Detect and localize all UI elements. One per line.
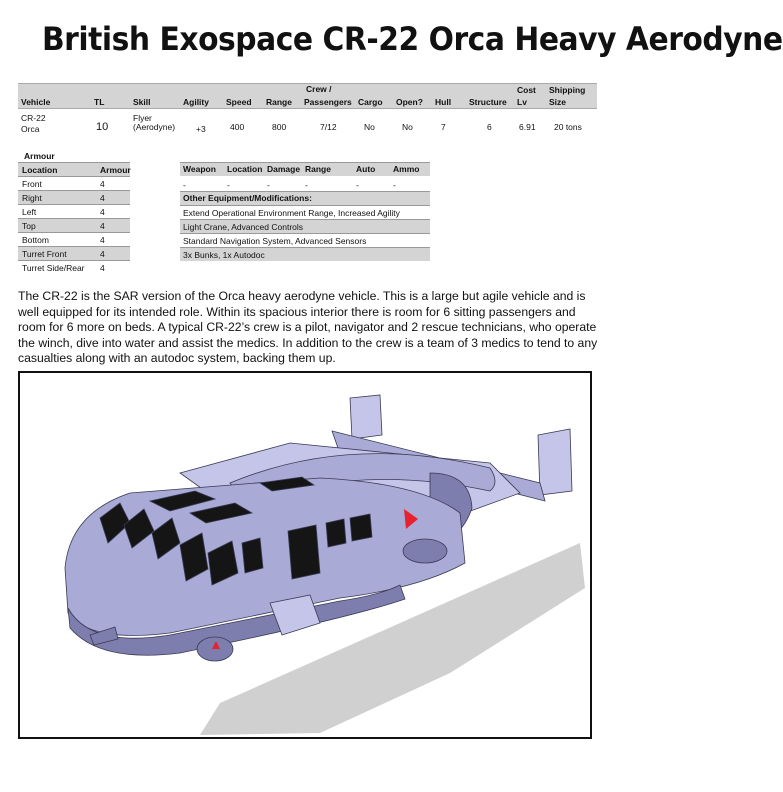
weapon-location-value: - [227,180,230,190]
armour-table [18,162,130,274]
col-shipping-line1: Shipping [549,85,586,95]
col-cost-line1: Cost [517,85,536,95]
landing-gear-pod [403,539,447,563]
armour-head-location: Location [22,165,58,175]
armour-value: 4 [100,179,105,189]
cabin-window [326,519,346,547]
weapon-damage-value: - [267,180,270,190]
col-agility: Agility [183,97,209,107]
col-cost-line2: Lv [517,97,527,107]
main-fuselage [65,478,465,636]
side-door-opening [288,525,320,579]
weapons-col-damage: Damage [267,164,301,174]
cabin-window [350,514,372,541]
vehicle-illustration-frame [18,371,592,739]
cabin-window [242,538,263,573]
val-open: No [402,122,413,132]
armour-location: Turret Side/Rear [22,263,85,273]
armour-value: 4 [100,207,105,217]
col-vehicle: Vehicle [21,97,51,107]
armour-value: 4 [100,235,105,245]
armour-location: Bottom [22,235,49,245]
armour-value: 4 [100,263,105,273]
val-skill-line2: (Aerodyne) [133,122,176,132]
armour-row [18,232,130,246]
val-range: 800 [272,122,287,132]
page-title: British Exospace CR-22 Orca Heavy Aerodyne [41,20,783,58]
val-cargo: No [364,122,375,132]
description-paragraph: The CR-22 is the SAR version of the Orca heavy aerodyne vehicle. This is a large but agile vehicle and is well equipped for its intended role. Within its spacious interior there is room for 6 sitting passengers and room for 6 more on beds. A typical CR-22’s crew is a pilot, navigator and 2 rescue technicians, who operate the winch, dive into water and assist the medics. In addition to the crew is a team of 3 medics to tend to any casualties along with an autodoc system, backing them up. [18,289,598,366]
armour-location: Top [22,221,36,231]
col-crew-line1: Crew / [306,84,332,94]
armour-row [18,246,130,260]
armour-head-armour: Armour [100,165,131,175]
weapons-col-range: Range [305,164,331,174]
val-hull: 7 [441,122,446,132]
val-structure: 6 [487,122,492,132]
armour-row [18,218,130,232]
equipment-item: 3x Bunks, 1x Autodoc [180,247,430,261]
equipment-item: Extend Operational Environment Range, Increased Agility [180,205,430,219]
orca-aerodyne-illustration [20,373,590,737]
armour-value: 4 [100,249,105,259]
weapons-col-auto: Auto [356,164,376,174]
val-tl: 10 [96,121,109,133]
val-vehicle-line2: Orca [21,124,40,134]
armour-location: Right [22,193,42,203]
equipment-title: Other Equipment/Modifications: [180,191,430,205]
armour-row [18,190,130,204]
val-shipping: 20 tons [554,122,582,132]
armour-title: Armour [24,151,55,161]
col-cargo: Cargo [358,97,383,107]
armour-value: 4 [100,193,105,203]
weapon-ammo-value: - [393,180,396,190]
col-speed: Speed [226,97,252,107]
weapon-value: - [183,180,186,190]
armour-location: Left [22,207,37,217]
col-range: Range [266,97,292,107]
weapons-col-weapon: Weapon [183,164,216,174]
equipment-item: Light Crane, Advanced Controls [180,219,430,233]
armour-location: Turret Front [22,249,67,259]
val-cost: 6.91 [519,122,536,132]
col-open: Open? [396,97,423,107]
rear-fin-right [538,429,572,495]
equipment-item: Standard Navigation System, Advanced Sensors [180,233,430,247]
armour-row [18,260,130,274]
weapon-range-value: - [305,180,308,190]
col-hull: Hull [435,97,452,107]
col-structure: Structure [469,97,507,107]
armour-value: 4 [100,221,105,231]
weapons-header [180,162,430,176]
rear-fin-left [350,395,382,439]
col-tl: TL [94,97,105,107]
col-crew-line2: Passengers [304,97,352,107]
val-speed: 400 [230,122,245,132]
val-vehicle-line1: CR-22 [21,113,46,123]
val-skill-line1: Flyer [133,113,152,123]
col-shipping-line2: Size [549,97,567,107]
col-skill: Skill [133,97,151,107]
weapons-col-location: Location [227,164,263,174]
armour-header [18,162,130,176]
val-agility: +3 [196,124,206,134]
weapons-col-ammo: Ammo [393,164,420,174]
armour-location: Front [22,179,42,189]
armour-row [18,204,130,218]
weapon-auto-value: - [356,180,359,190]
armour-row [18,176,130,190]
val-crew: 7/12 [320,122,337,132]
